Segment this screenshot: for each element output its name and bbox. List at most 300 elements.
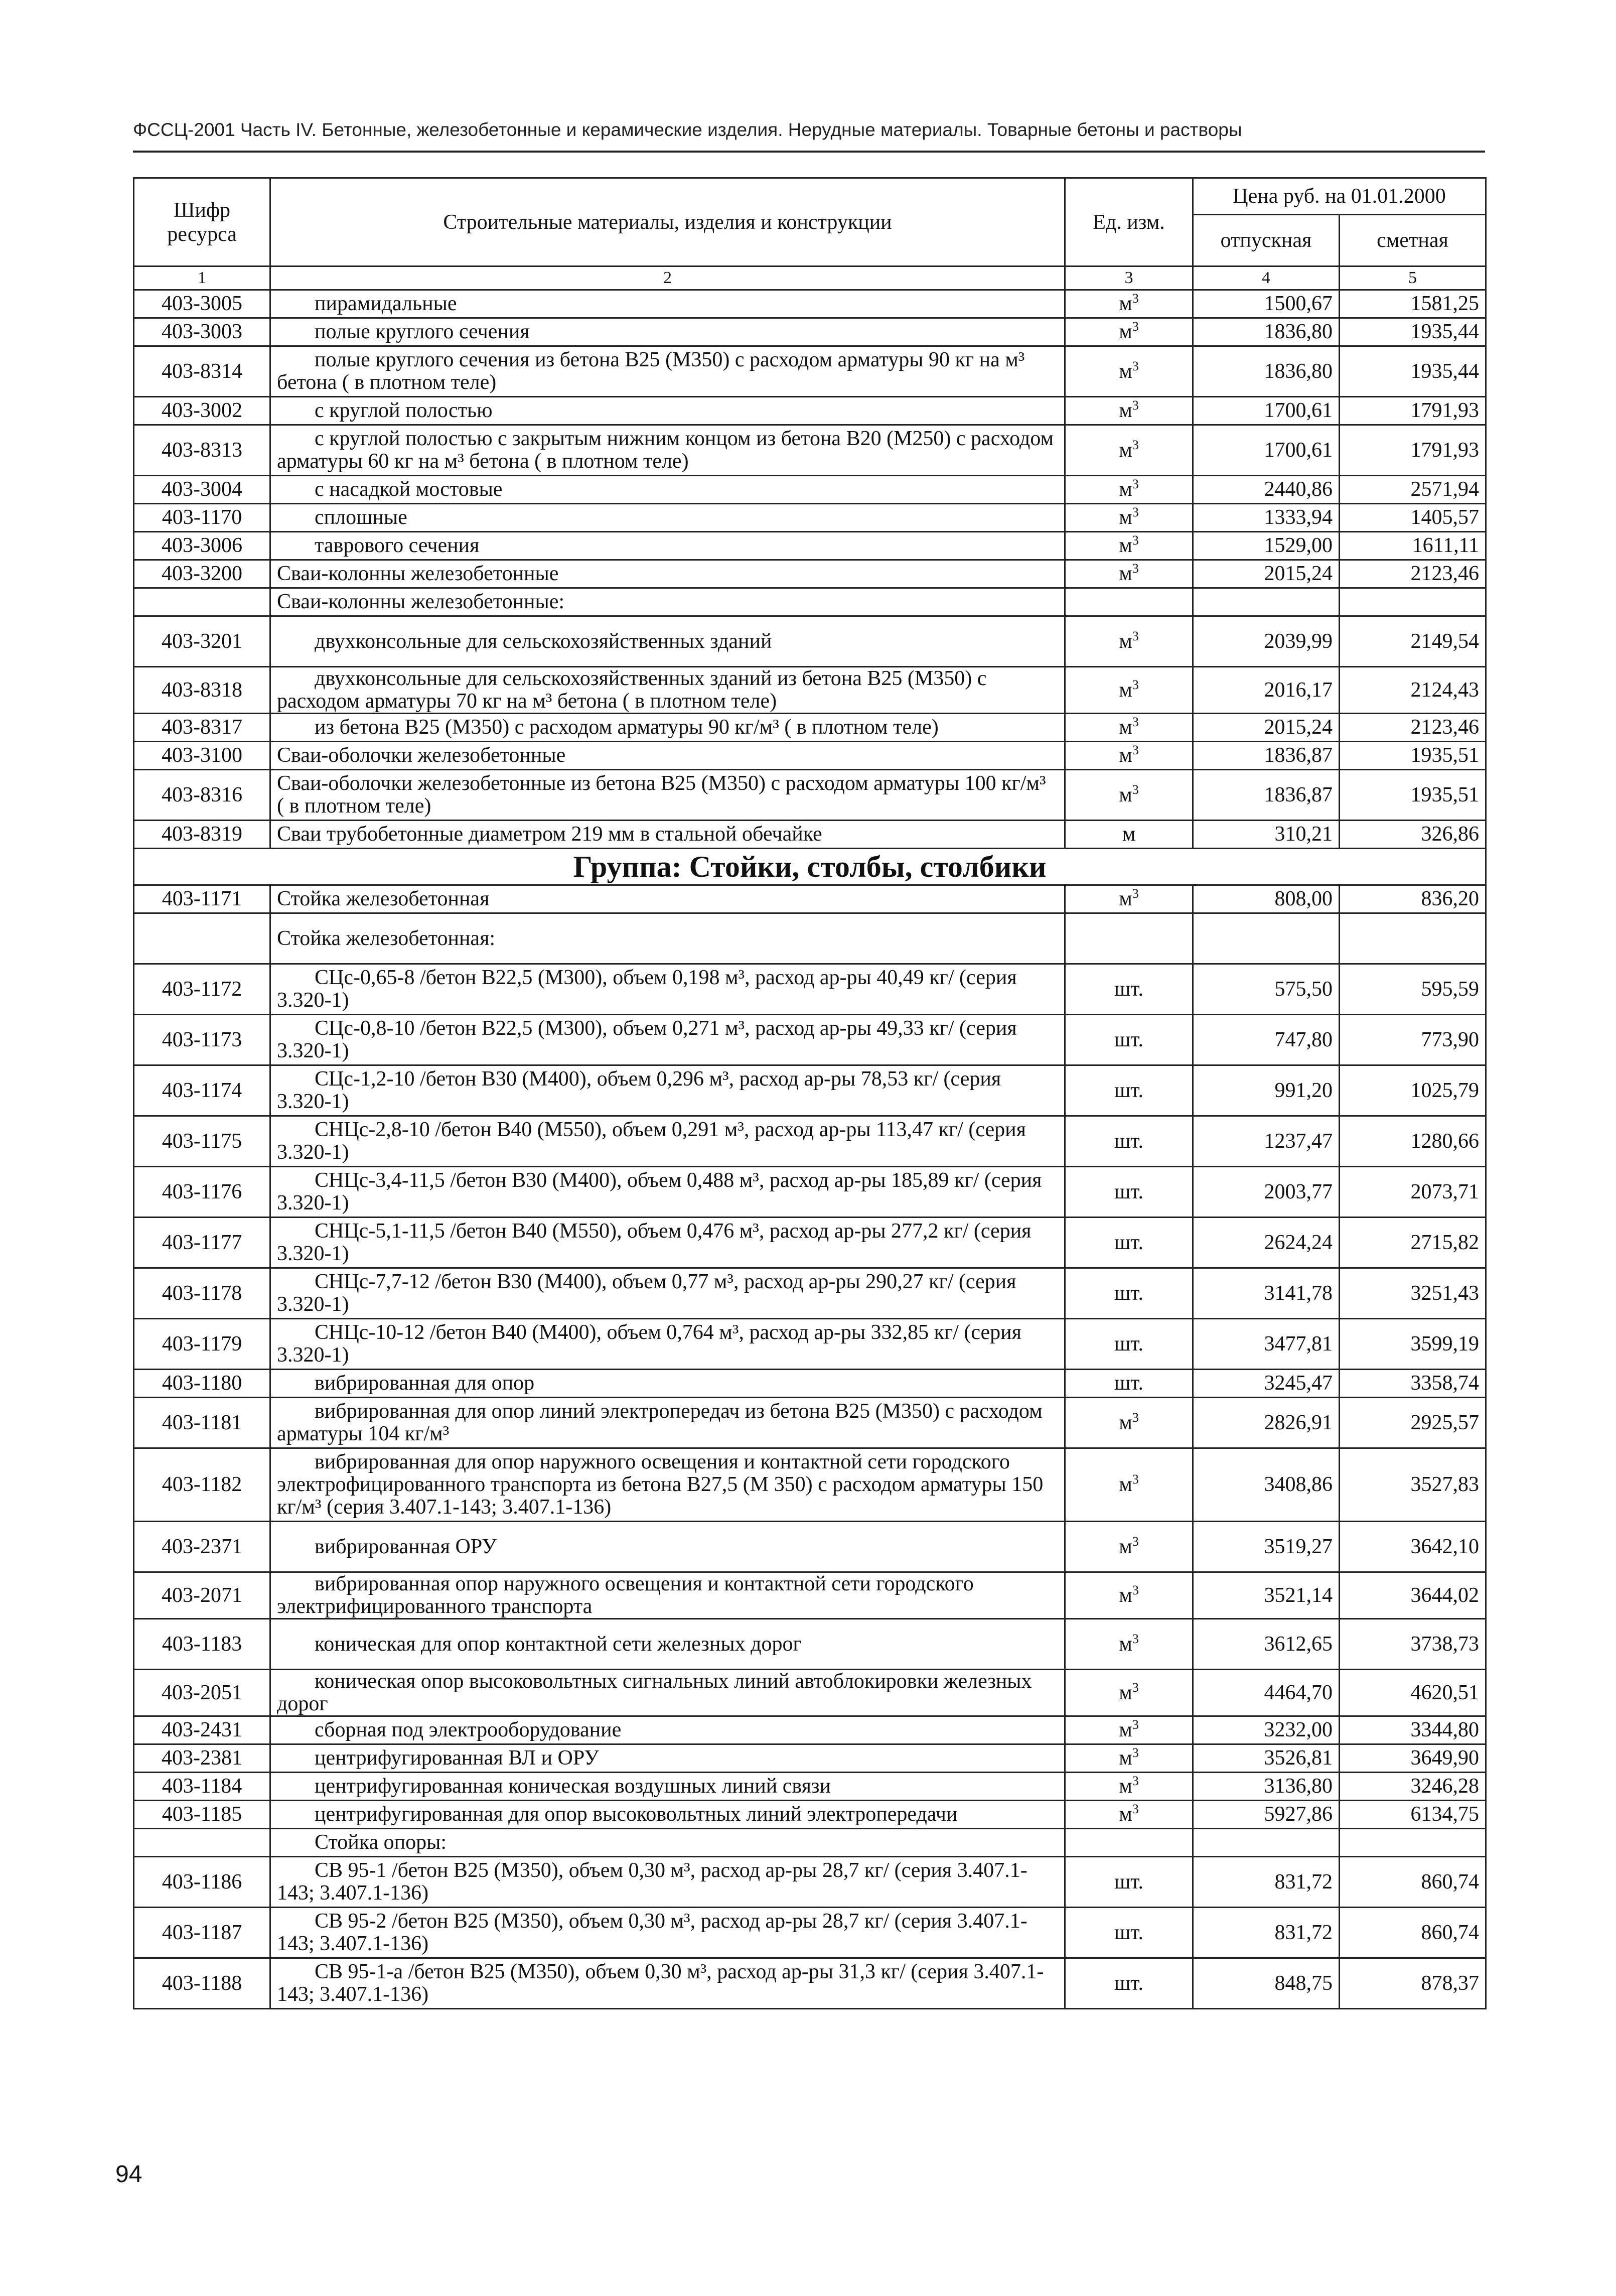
unit-cell	[1065, 1744, 1193, 1773]
retail-price: 747,80	[1193, 1015, 1340, 1065]
unit-exponent: 3	[1132, 1472, 1139, 1487]
retail-price: 2624,24	[1193, 1218, 1340, 1268]
table-row	[134, 1448, 1486, 1522]
unit-cell	[1065, 346, 1193, 397]
item-description: Стойка железобетонная:	[270, 913, 1065, 964]
resource-code: 403-1184	[134, 1773, 270, 1801]
unit-base: шт.	[1114, 1231, 1144, 1254]
retail-price: 1500,67	[1193, 290, 1340, 318]
estimate-price: 2123,46	[1340, 714, 1486, 742]
unit-cell	[1065, 1015, 1193, 1065]
table-row	[134, 1670, 1486, 1716]
table-row	[134, 1167, 1486, 1218]
table-row	[134, 397, 1486, 425]
resource-code: 403-2051	[134, 1670, 270, 1716]
page-number: 94	[115, 2161, 142, 2188]
column-number: 1	[134, 266, 270, 290]
retail-price: 831,72	[1193, 1908, 1340, 1958]
unit-base: м	[1119, 292, 1132, 315]
estimate-price: 3358,74	[1340, 1370, 1486, 1398]
unit-base: м	[1119, 478, 1132, 501]
unit-cell	[1065, 1065, 1193, 1116]
resource-code: 403-3002	[134, 397, 270, 425]
item-description: коническая опор высоковольтных сигнальных линий автоблокировки железных дорог	[270, 1670, 1065, 1716]
group-heading-row	[134, 849, 1486, 885]
resource-code: 403-1172	[134, 964, 270, 1015]
retail-price: 3526,81	[1193, 1744, 1340, 1773]
item-description: СНЦс-3,4-11,5 /бетон В30 (М400), объем 0,488 м³, расход ар-ры 185,89 кг/ (серия 3.320-1)	[270, 1167, 1065, 1218]
table-row	[134, 667, 1486, 714]
retail-price: 3245,47	[1193, 1370, 1340, 1398]
unit-exponent: 3	[1132, 1631, 1139, 1646]
estimate-price: 860,74	[1340, 1908, 1486, 1958]
item-description: вибрированная опор наружного освещения и контактной сети городского электрифицированного транспорта	[270, 1572, 1065, 1619]
estimate-price: 2124,43	[1340, 667, 1486, 714]
estimate-price: 1791,93	[1340, 397, 1486, 425]
table-body	[134, 290, 1486, 2009]
unit-exponent: 3	[1132, 477, 1139, 491]
unit-cell	[1065, 290, 1193, 318]
resource-code	[134, 1829, 270, 1857]
unit-base: шт.	[1114, 1129, 1144, 1153]
table-row	[134, 1716, 1486, 1744]
item-description: сплошные	[270, 504, 1065, 532]
resource-code: 403-1181	[134, 1398, 270, 1448]
item-description: СНЦс-7,7-12 /бетон В30 (М400), объем 0,77 м³, расход ар-ры 290,27 кг/ (серия 3.320-1)	[270, 1268, 1065, 1319]
retail-price: 2826,91	[1193, 1398, 1340, 1448]
unit-cell	[1065, 770, 1193, 821]
table-row	[134, 560, 1486, 588]
unit-base: м	[1122, 823, 1136, 846]
resource-code: 403-3003	[134, 318, 270, 346]
retail-price: 3519,27	[1193, 1522, 1340, 1572]
estimate-price: 3738,73	[1340, 1619, 1486, 1670]
retail-price: 831,72	[1193, 1857, 1340, 1908]
item-description: СВ 95-1-а /бетон В25 (М350), объем 0,30 м³, расход ар-ры 31,3 кг/ (серия 3.407.1-143; 3.407.1-136)	[270, 1958, 1065, 2009]
column-number: 2	[270, 266, 1065, 290]
resource-code: 403-1174	[134, 1065, 270, 1116]
unit-base: шт.	[1114, 1028, 1144, 1051]
resource-code: 403-1175	[134, 1116, 270, 1167]
item-description: СНЦс-2,8-10 /бетон В40 (М550), объем 0,291 м³, расход ар-ры 113,47 кг/ (серия 3.320-1)	[270, 1116, 1065, 1167]
unit-base: шт.	[1114, 1281, 1144, 1305]
estimate-price	[1340, 1829, 1486, 1857]
resource-code: 403-1180	[134, 1370, 270, 1398]
unit-cell	[1065, 885, 1193, 913]
item-description: Сваи-оболочки железобетонные	[270, 742, 1065, 770]
unit-base: шт.	[1114, 1921, 1144, 1944]
resource-code	[134, 913, 270, 964]
estimate-price: 1581,25	[1340, 290, 1486, 318]
resource-code: 403-1183	[134, 1619, 270, 1670]
unit-cell	[1065, 588, 1193, 616]
unit-cell	[1065, 1716, 1193, 1744]
table-row	[134, 346, 1486, 397]
unit-cell	[1065, 1268, 1193, 1319]
estimate-price: 1935,44	[1340, 346, 1486, 397]
estimate-price: 3649,90	[1340, 1744, 1486, 1773]
column-number: 3	[1065, 266, 1193, 290]
resource-code: 403-3201	[134, 616, 270, 667]
unit-base: м	[1119, 1746, 1132, 1770]
resource-code: 403-8314	[134, 346, 270, 397]
table-row	[134, 1958, 1486, 2009]
unit-exponent: 3	[1132, 1680, 1139, 1695]
table-row	[134, 318, 1486, 346]
estimate-price: 3527,83	[1340, 1448, 1486, 1522]
table-row	[134, 1522, 1486, 1572]
estimate-price: 860,74	[1340, 1857, 1486, 1908]
estimate-price: 3251,43	[1340, 1268, 1486, 1319]
table-row	[134, 1829, 1486, 1857]
unit-exponent: 3	[1132, 1717, 1139, 1732]
column-header-unit: Ед. изм.	[1065, 178, 1193, 266]
resource-code: 403-1187	[134, 1908, 270, 1958]
unit-base: шт.	[1114, 1971, 1144, 1995]
table-row	[134, 885, 1486, 913]
retail-price: 2440,86	[1193, 476, 1340, 504]
estimate-price	[1340, 588, 1486, 616]
unit-exponent: 3	[1132, 398, 1139, 413]
unit-exponent: 3	[1132, 1534, 1139, 1549]
resource-code: 403-2381	[134, 1744, 270, 1773]
retail-price: 1333,94	[1193, 504, 1340, 532]
item-description: Стойка железобетонная	[270, 885, 1065, 913]
item-description: центрифугированная коническая воздушных линий связи	[270, 1773, 1065, 1801]
retail-price: 1700,61	[1193, 425, 1340, 476]
table-row	[134, 821, 1486, 849]
item-description: полые круглого сечения из бетона В25 (М350) с расходом арматуры 90 кг на м³ бетона ( в плотном теле)	[270, 346, 1065, 397]
item-description: вибрированная ОРУ	[270, 1522, 1065, 1572]
item-description: СЦс-0,8-10 /бетон В22,5 (М300), объем 0,271 м³, расход ар-ры 49,33 кг/ (серия 3.320-1)	[270, 1015, 1065, 1065]
unit-base: м	[1119, 1718, 1132, 1741]
unit-exponent: 3	[1132, 628, 1139, 643]
unit-base: м	[1119, 399, 1132, 422]
unit-cell	[1065, 1572, 1193, 1619]
retail-price: 1836,87	[1193, 770, 1340, 821]
retail-price: 2039,99	[1193, 616, 1340, 667]
item-description: СЦс-0,65-8 /бетон В22,5 (М300), объем 0,198 м³, расход ар-ры 40,49 кг/ (серия 3.320-1)	[270, 964, 1065, 1015]
estimate-price: 1935,44	[1340, 318, 1486, 346]
item-description: Сваи-колонны железобетонные	[270, 560, 1065, 588]
unit-cell	[1065, 397, 1193, 425]
retail-price: 5927,86	[1193, 1801, 1340, 1829]
table-row	[134, 1619, 1486, 1670]
unit-base: м	[1119, 1803, 1132, 1826]
resource-code: 403-8316	[134, 770, 270, 821]
unit-cell	[1065, 913, 1193, 964]
unit-base: м	[1119, 1411, 1132, 1434]
retail-price: 2015,24	[1193, 560, 1340, 588]
unit-base: м	[1119, 320, 1132, 343]
table-header	[134, 178, 1486, 290]
unit-exponent: 3	[1132, 1410, 1139, 1425]
table-row	[134, 1773, 1486, 1801]
item-description: центрифугированная для опор высоковольтных линий электропередачи	[270, 1801, 1065, 1829]
unit-cell	[1065, 616, 1193, 667]
retail-price: 1237,47	[1193, 1116, 1340, 1167]
estimate-price: 6134,75	[1340, 1801, 1486, 1829]
unit-exponent: 3	[1132, 437, 1139, 452]
resource-code: 403-1182	[134, 1448, 270, 1522]
retail-price: 2003,77	[1193, 1167, 1340, 1218]
estimate-price: 836,20	[1340, 885, 1486, 913]
unit-cell	[1065, 1370, 1193, 1398]
column-number: 5	[1340, 266, 1486, 290]
item-description: с круглой полостью с закрытым нижним концом из бетона В20 (М250) с расходом арматуры 60 кг на м³ бетона ( в плотном теле)	[270, 425, 1065, 476]
unit-base: м	[1119, 1535, 1132, 1558]
estimate-price: 2123,46	[1340, 560, 1486, 588]
unit-base: м	[1119, 716, 1132, 739]
estimate-price: 2571,94	[1340, 476, 1486, 504]
column-number: 4	[1193, 266, 1340, 290]
unit-cell	[1065, 1167, 1193, 1218]
estimate-price: 595,59	[1340, 964, 1486, 1015]
unit-cell	[1065, 504, 1193, 532]
item-description: вибрированная для опор линий электропередач из бетона В25 (М350) с расходом арматуры 104 кг/м³	[270, 1398, 1065, 1448]
unit-base: м	[1119, 1583, 1132, 1607]
retail-price	[1193, 588, 1340, 616]
group-heading: Группа: Стойки, столбы, столбики	[134, 849, 1486, 885]
resource-code: 403-1173	[134, 1015, 270, 1065]
retail-price: 2016,17	[1193, 667, 1340, 714]
retail-price: 1836,80	[1193, 346, 1340, 397]
estimate-price: 3642,10	[1340, 1522, 1486, 1572]
table-row	[134, 742, 1486, 770]
table-row	[134, 588, 1486, 616]
unit-base: м	[1119, 887, 1132, 910]
unit-exponent: 3	[1132, 715, 1139, 729]
resource-code: 403-1186	[134, 1857, 270, 1908]
retail-price: 3612,65	[1193, 1619, 1340, 1670]
estimate-price: 326,86	[1340, 821, 1486, 849]
estimate-price: 3644,02	[1340, 1572, 1486, 1619]
item-description: с круглой полостью	[270, 397, 1065, 425]
resource-code: 403-1177	[134, 1218, 270, 1268]
item-description: из бетона В25 (М350) с расходом арматуры 90 кг/м³ ( в плотном теле)	[270, 714, 1065, 742]
item-description: сборная под электрооборудование	[270, 1716, 1065, 1744]
unit-cell	[1065, 476, 1193, 504]
unit-cell	[1065, 821, 1193, 849]
column-header-estimate: сметная	[1340, 215, 1486, 266]
unit-exponent: 3	[1132, 358, 1139, 373]
estimate-price: 1405,57	[1340, 504, 1486, 532]
estimate-price: 1935,51	[1340, 770, 1486, 821]
unit-exponent: 3	[1132, 319, 1139, 334]
unit-exponent: 3	[1132, 1745, 1139, 1760]
table-row	[134, 770, 1486, 821]
unit-cell	[1065, 1857, 1193, 1908]
resource-code: 403-3004	[134, 476, 270, 504]
table-row	[134, 1116, 1486, 1167]
unit-exponent: 3	[1132, 291, 1139, 306]
unit-cell	[1065, 1448, 1193, 1522]
unit-cell	[1065, 1908, 1193, 1958]
unit-base: м	[1119, 1632, 1132, 1656]
table-row	[134, 1744, 1486, 1773]
unit-exponent: 3	[1132, 1802, 1139, 1816]
item-description: СВ 95-2 /бетон В25 (М350), объем 0,30 м³, расход ар-ры 28,7 кг/ (серия 3.407.1-143; 3.407.1-136)	[270, 1908, 1065, 1958]
resource-code: 403-8313	[134, 425, 270, 476]
item-description: Сваи-оболочки железобетонные из бетона В25 (М350) с расходом арматуры 100 кг/м³ ( в плотном теле)	[270, 770, 1065, 821]
item-description: коническая для опор контактной сети железных дорог	[270, 1619, 1065, 1670]
unit-base: м	[1119, 783, 1132, 806]
unit-cell	[1065, 1619, 1193, 1670]
retail-price: 848,75	[1193, 1958, 1340, 2009]
resource-code: 403-3200	[134, 560, 270, 588]
unit-cell	[1065, 560, 1193, 588]
retail-price: 1836,87	[1193, 742, 1340, 770]
unit-exponent: 3	[1132, 505, 1139, 519]
resource-code: 403-2371	[134, 1522, 270, 1572]
item-description: СВ 95-1 /бетон В25 (М350), объем 0,30 м³, расход ар-ры 28,7 кг/ (серия 3.407.1-143; 3.407.1-136)	[270, 1857, 1065, 1908]
estimate-price: 3599,19	[1340, 1319, 1486, 1370]
retail-price: 3477,81	[1193, 1319, 1340, 1370]
resource-code: 403-8319	[134, 821, 270, 849]
resource-code: 403-2431	[134, 1716, 270, 1744]
table-row	[134, 1218, 1486, 1268]
retail-price: 1529,00	[1193, 532, 1340, 560]
column-header-code: Шифр ресурса	[134, 178, 270, 266]
estimate-price: 1280,66	[1340, 1116, 1486, 1167]
unit-base: м	[1119, 438, 1132, 462]
item-description: Сваи-колонны железобетонные:	[270, 588, 1065, 616]
item-description: двухконсольные для сельскохозяйственных зданий из бетона В25 (М350) с расходом арматуры 70 кг на м³ бетона ( в плотном теле)	[270, 667, 1065, 714]
unit-base: м	[1119, 359, 1132, 383]
table-row	[134, 504, 1486, 532]
table-row	[134, 1572, 1486, 1619]
unit-exponent: 3	[1132, 533, 1139, 548]
unit-base: м	[1119, 562, 1132, 585]
resource-code: 403-3005	[134, 290, 270, 318]
retail-price: 1836,80	[1193, 318, 1340, 346]
estimate-price	[1340, 913, 1486, 964]
unit-cell	[1065, 1319, 1193, 1370]
retail-price: 310,21	[1193, 821, 1340, 849]
unit-exponent: 3	[1132, 561, 1139, 576]
resource-code: 403-1176	[134, 1167, 270, 1218]
item-description: таврового сечения	[270, 532, 1065, 560]
table-row	[134, 1398, 1486, 1448]
estimate-price: 3344,80	[1340, 1716, 1486, 1744]
header-rule	[133, 151, 1485, 153]
estimate-price: 2073,71	[1340, 1167, 1486, 1218]
resource-code: 403-8318	[134, 667, 270, 714]
unit-cell	[1065, 714, 1193, 742]
retail-price: 3141,78	[1193, 1268, 1340, 1319]
unit-cell	[1065, 425, 1193, 476]
item-description: СНЦс-10-12 /бетон В40 (М400), объем 0,764 м³, расход ар-ры 332,85 кг/ (серия 3.320-1)	[270, 1319, 1065, 1370]
estimate-price: 4620,51	[1340, 1670, 1486, 1716]
item-description: полые круглого сечения	[270, 318, 1065, 346]
table-row	[134, 964, 1486, 1015]
resource-code: 403-1179	[134, 1319, 270, 1370]
unit-cell	[1065, 532, 1193, 560]
estimate-price: 3246,28	[1340, 1773, 1486, 1801]
column-header-name: Строительные материалы, изделия и конструкции	[270, 178, 1065, 266]
item-description: СЦс-1,2-10 /бетон В30 (М400), объем 0,296 м³, расход ар-ры 78,53 кг/ (серия 3.320-1)	[270, 1065, 1065, 1116]
unit-cell	[1065, 1398, 1193, 1448]
item-description: Стойка опоры:	[270, 1829, 1065, 1857]
table-row	[134, 532, 1486, 560]
unit-exponent: 3	[1132, 677, 1139, 692]
unit-cell	[1065, 1218, 1193, 1268]
resource-code: 403-8317	[134, 714, 270, 742]
retail-price: 808,00	[1193, 885, 1340, 913]
retail-price: 575,50	[1193, 964, 1340, 1015]
unit-base: м	[1119, 1681, 1132, 1704]
unit-base: шт.	[1114, 1870, 1144, 1894]
resource-code	[134, 588, 270, 616]
retail-price	[1193, 913, 1340, 964]
unit-exponent: 3	[1132, 1774, 1139, 1788]
unit-cell	[1065, 667, 1193, 714]
retail-price: 2015,24	[1193, 714, 1340, 742]
estimate-price: 1791,93	[1340, 425, 1486, 476]
table-row	[134, 1319, 1486, 1370]
table-row	[134, 1015, 1486, 1065]
item-description: Сваи трубобетонные диаметром 219 мм в стальной обечайке	[270, 821, 1065, 849]
unit-base: м	[1119, 534, 1132, 557]
column-header-retail: отпускная	[1193, 215, 1340, 266]
unit-base: м	[1119, 629, 1132, 653]
estimate-price: 1935,51	[1340, 742, 1486, 770]
estimate-price: 2925,57	[1340, 1398, 1486, 1448]
unit-exponent: 3	[1132, 743, 1139, 757]
unit-cell	[1065, 318, 1193, 346]
table-row	[134, 616, 1486, 667]
unit-cell	[1065, 1801, 1193, 1829]
unit-cell	[1065, 1958, 1193, 2009]
resource-code: 403-1185	[134, 1801, 270, 1829]
table-row	[134, 476, 1486, 504]
estimate-price: 2149,54	[1340, 616, 1486, 667]
unit-base: шт.	[1114, 1078, 1144, 1102]
table-row	[134, 1370, 1486, 1398]
unit-cell	[1065, 1670, 1193, 1716]
unit-base: шт.	[1114, 1332, 1144, 1356]
running-header: ФССЦ-2001 Часть IV. Бетонные, железобетонные и керамические изделия. Нерудные материалы. Товарные бетоны и растворы	[133, 119, 1242, 140]
column-header-price: Цена руб. на 01.01.2000	[1193, 178, 1486, 215]
unit-cell	[1065, 1773, 1193, 1801]
unit-exponent: 3	[1132, 782, 1139, 797]
estimate-price: 1025,79	[1340, 1065, 1486, 1116]
item-description: пирамидальные	[270, 290, 1065, 318]
resource-code: 403-2071	[134, 1572, 270, 1619]
unit-base: м	[1119, 506, 1132, 529]
table-row	[134, 1268, 1486, 1319]
retail-price: 3408,86	[1193, 1448, 1340, 1522]
retail-price: 3521,14	[1193, 1572, 1340, 1619]
retail-price	[1193, 1829, 1340, 1857]
unit-base: м	[1119, 678, 1132, 702]
unit-cell	[1065, 1829, 1193, 1857]
table-row	[134, 1857, 1486, 1908]
unit-cell	[1065, 742, 1193, 770]
item-description: СНЦс-5,1-11,5 /бетон В40 (М550), объем 0,476 м³, расход ар-ры 277,2 кг/ (серия 3.320-1)	[270, 1218, 1065, 1268]
table-row	[134, 290, 1486, 318]
estimate-price: 1611,11	[1340, 532, 1486, 560]
retail-price: 3136,80	[1193, 1773, 1340, 1801]
retail-price: 3232,00	[1193, 1716, 1340, 1744]
resource-code: 403-1178	[134, 1268, 270, 1319]
unit-base: шт.	[1114, 1180, 1144, 1203]
item-description: вибрированная для опор	[270, 1370, 1065, 1398]
item-description: центрифугированная ВЛ и ОРУ	[270, 1744, 1065, 1773]
unit-cell	[1065, 1116, 1193, 1167]
retail-price: 4464,70	[1193, 1670, 1340, 1716]
item-description: двухконсольные для сельскохозяйственных зданий	[270, 616, 1065, 667]
